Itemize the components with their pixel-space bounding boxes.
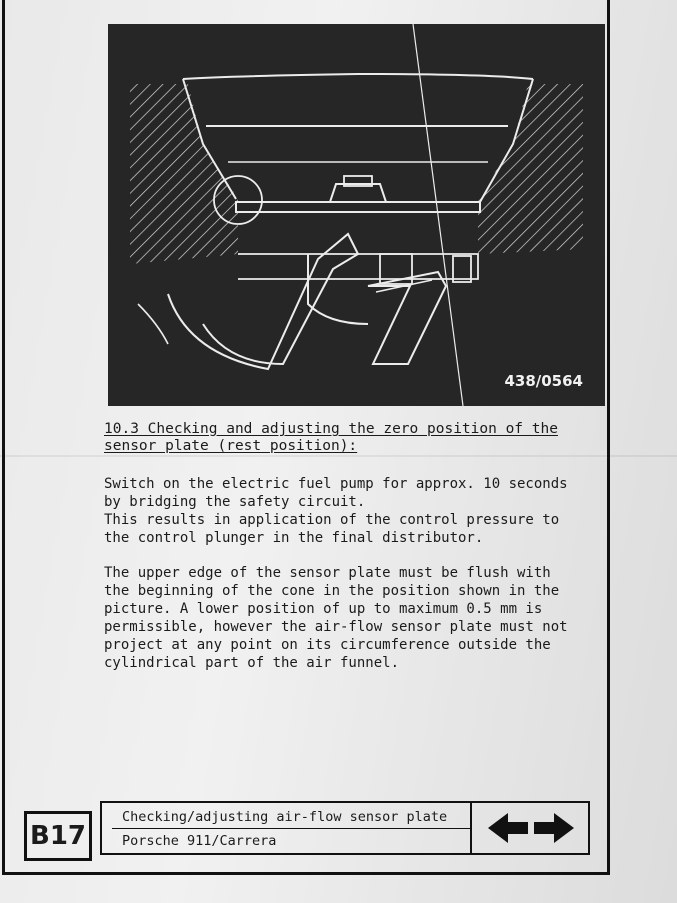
- technical-illustration: [108, 24, 605, 406]
- footer-subtitle: Porsche 911/Carrera: [122, 833, 277, 849]
- heading-line-2: sensor plate (rest position):: [104, 438, 358, 454]
- footer-divider: [112, 828, 470, 829]
- section-code-badge: B17: [24, 811, 92, 861]
- footer-block: [20, 797, 592, 863]
- paragraph-instructions: Switch on the electric fuel pump for approx. 10 seconds by bridging the safety circuit. This results in application of the control pressure to the control plunger in the final distributor.: [104, 476, 568, 546]
- sensor-plate-drawing: [108, 24, 605, 406]
- paragraph-specification: The upper edge of the sensor plate must be flush with the beginning of the cone in the position shown in the picture. A lower position of up to maximum 0.5 mm is permissible, however the air-flow sensor plate must not project at any point on its circumference outside the cylindrical part of the air funnel.: [104, 565, 568, 671]
- heading-line-1: 10.3 Checking and adjusting the zero position of the: [104, 421, 558, 437]
- figure-number: 438/0564: [504, 372, 583, 390]
- footer-title-box: [100, 801, 590, 855]
- section-heading: [104, 421, 584, 455]
- double-arrow-icon: [486, 809, 576, 847]
- footer-title: Checking/adjusting air-flow sensor plate: [122, 809, 448, 825]
- footer-title-cell: [112, 803, 472, 853]
